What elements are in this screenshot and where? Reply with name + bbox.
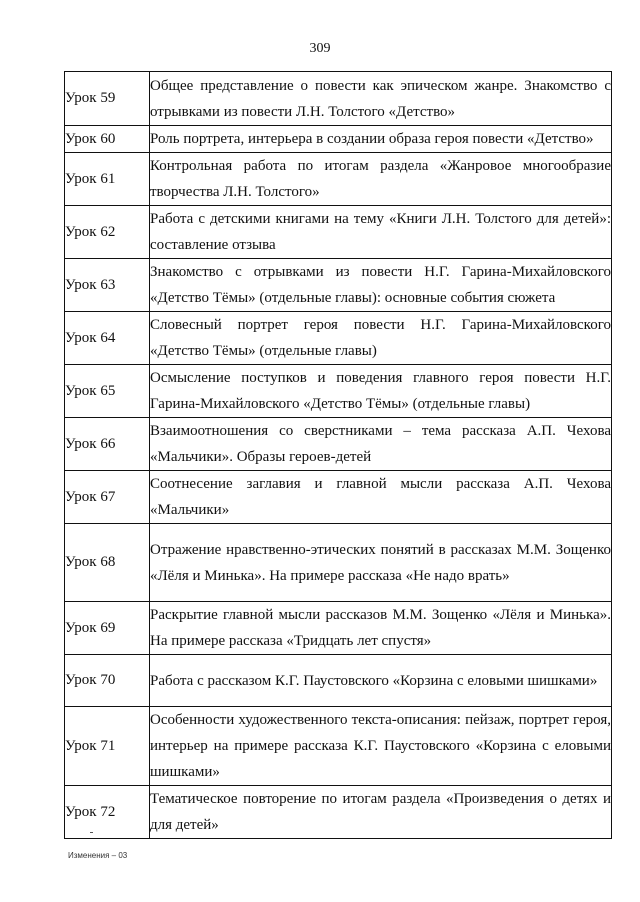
table-row	[65, 418, 612, 471]
lesson-number: Урок 62	[65, 206, 150, 259]
lesson-number: Урок 65	[65, 365, 150, 418]
lesson-topic: Тематическое повторение по итогам раздела «Произведения о детях и для детей»	[150, 786, 612, 839]
lesson-topic: Отражение нравственно-этических понятий в рассказах М.М. Зощенко «Лёля и Минька». На примере рассказа «Не надо врать»	[150, 524, 612, 602]
lesson-number: Урок 68	[65, 524, 150, 602]
lesson-topic: Соотнесение заглавия и главной мысли рассказа А.П. Чехова «Мальчики»	[150, 471, 612, 524]
lesson-number: Урок 59	[65, 72, 150, 126]
page-number: 309	[309, 41, 331, 56]
lessons-table	[64, 71, 612, 839]
footer-revision: Изменения – 03	[68, 851, 128, 860]
lesson-topic: Осмысление поступков и поведения главного героя повести Н.Г. Гарина-Михайловского «Детство Тёмы» (отдельные главы)	[150, 365, 612, 418]
lesson-number: Урок 64	[65, 312, 150, 365]
table-row	[65, 524, 612, 602]
table-row	[65, 602, 612, 655]
table-row	[65, 126, 612, 153]
lesson-topic: Контрольная работа по итогам раздела «Жанровое многообразие творчества Л.Н. Толстого»	[150, 153, 612, 206]
table-row	[65, 786, 612, 839]
lesson-topic: Работа с детскими книгами на тему «Книги Л.Н. Толстого для детей»: составление отзыва	[150, 206, 612, 259]
lesson-number: Урок 71	[65, 707, 150, 786]
lesson-number: Урок 67	[65, 471, 150, 524]
table-row	[65, 312, 612, 365]
lesson-number: Урок 72	[65, 786, 150, 839]
table-row	[65, 72, 612, 126]
table-row	[65, 471, 612, 524]
lesson-number: Урок 69	[65, 602, 150, 655]
table-row	[65, 259, 612, 312]
lesson-topic: Особенности художественного текста-описания: пейзаж, портрет героя, интерьер на примере рассказа К.Г. Паустовского «Корзина с еловыми шишками»	[150, 707, 612, 786]
table-row	[65, 655, 612, 707]
scan-speck	[90, 832, 93, 833]
lesson-topic: Раскрытие главной мысли рассказов М.М. Зощенко «Лёля и Минька». На примере рассказа «Тридцать лет спустя»	[150, 602, 612, 655]
lesson-topic: Словесный портрет героя повести Н.Г. Гарина-Михайловского «Детство Тёмы» (отдельные главы)	[150, 312, 612, 365]
lesson-number: Урок 66	[65, 418, 150, 471]
lesson-number: Урок 70	[65, 655, 150, 707]
lesson-topic: Работа с рассказом К.Г. Паустовского «Корзина с еловыми шишками»	[150, 655, 612, 707]
lesson-topic: Взаимоотношения со сверстниками – тема рассказа А.П. Чехова «Мальчики». Образы героев-детей	[150, 418, 612, 471]
lesson-topic: Знакомство с отрывками из повести Н.Г. Гарина-Михайловского «Детство Тёмы» (отдельные главы): основные события сюжета	[150, 259, 612, 312]
lesson-number: Урок 63	[65, 259, 150, 312]
table-row	[65, 365, 612, 418]
lesson-topic: Общее представление о повести как эпическом жанре. Знакомство с отрывками из повести Л.Н. Толстого «Детство»	[150, 72, 612, 126]
table-row	[65, 153, 612, 206]
table-row	[65, 206, 612, 259]
table-row	[65, 707, 612, 786]
lesson-topic: Роль портрета, интерьера в создании образа героя повести «Детство»	[150, 126, 612, 153]
lesson-number: Урок 61	[65, 153, 150, 206]
lesson-number: Урок 60	[65, 126, 150, 153]
